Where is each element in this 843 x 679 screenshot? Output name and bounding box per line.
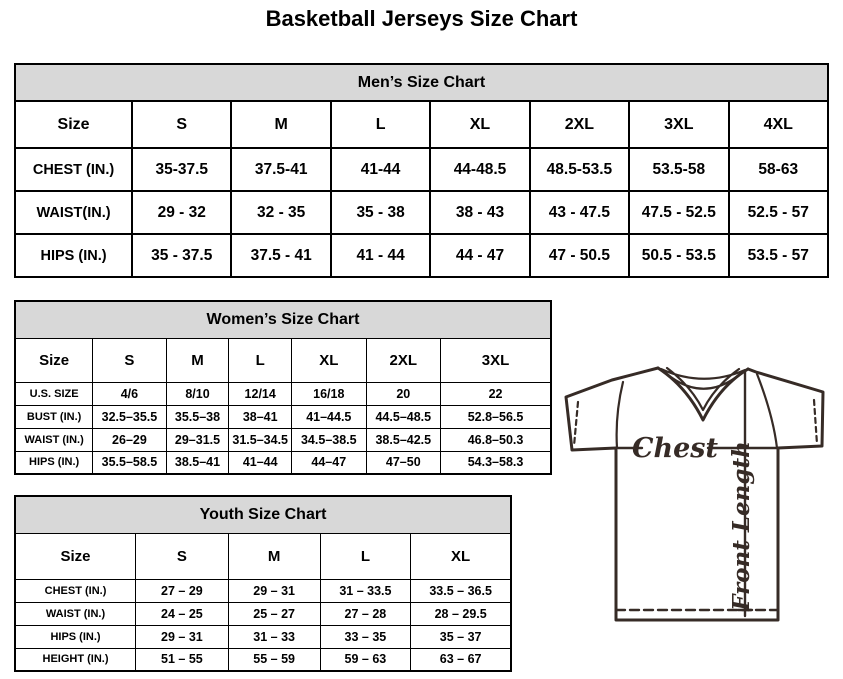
table-row [15, 625, 511, 648]
youth-chart-title: Youth Size Chart [15, 496, 511, 533]
table-row [15, 579, 511, 602]
size-cell: 37.5-41 [231, 148, 330, 191]
table-row [15, 234, 828, 277]
chest-label: Chest [632, 433, 718, 464]
size-cell: 29 – 31 [136, 625, 229, 648]
size-cell: 31 – 33 [228, 625, 320, 648]
size-cell: 35 - 37.5 [132, 234, 231, 277]
size-cell: 38.5–41 [166, 451, 229, 474]
size-cell: 54.3–58.3 [441, 451, 551, 474]
size-cell: 41–44 [229, 451, 292, 474]
size-cell: 41–44.5 [292, 405, 367, 428]
size-cell: 55 – 59 [228, 648, 320, 671]
size-cell: 20 [366, 382, 441, 405]
size-cell: 47 - 50.5 [530, 234, 629, 277]
column-header: Size [15, 533, 136, 579]
size-cell: 31.5–34.5 [229, 428, 292, 451]
size-cell: 35.5–58.5 [93, 451, 166, 474]
size-cell: 47–50 [366, 451, 441, 474]
column-header: 2XL [530, 101, 629, 148]
size-cell: 29 – 31 [228, 579, 320, 602]
size-cell: 38–41 [229, 405, 292, 428]
column-header: S [93, 338, 166, 382]
size-cell: 4/6 [93, 382, 166, 405]
size-cell: 52.5 - 57 [729, 191, 829, 234]
column-header: 4XL [729, 101, 829, 148]
column-header: 3XL [629, 101, 728, 148]
size-cell: 44.5–48.5 [366, 405, 441, 428]
size-cell: 26–29 [93, 428, 166, 451]
row-label: CHEST (IN.) [15, 579, 136, 602]
size-cell: 51 – 55 [136, 648, 229, 671]
size-cell: 35.5–38 [166, 405, 229, 428]
column-header: M [231, 101, 330, 148]
size-cell: 27 – 29 [136, 579, 229, 602]
size-cell: 16/18 [292, 382, 367, 405]
table-row [15, 648, 511, 671]
size-cell: 53.5 - 57 [729, 234, 829, 277]
size-cell: 44 - 47 [430, 234, 529, 277]
column-header: XL [411, 533, 511, 579]
size-cell: 33 – 35 [320, 625, 411, 648]
jersey-measurement-diagram [558, 360, 843, 628]
size-cell: 28 – 29.5 [411, 602, 511, 625]
table-row [15, 191, 828, 234]
size-cell: 38.5–42.5 [366, 428, 441, 451]
row-label: BUST (IN.) [15, 405, 93, 428]
column-header: M [166, 338, 229, 382]
jersey-collar-inner [661, 368, 745, 410]
size-cell: 38 - 43 [430, 191, 529, 234]
size-cell: 37.5 - 41 [231, 234, 330, 277]
row-label: WAIST (IN.) [15, 428, 93, 451]
table-row [15, 405, 551, 428]
row-label: CHEST (IN.) [15, 148, 132, 191]
size-cell: 35-37.5 [132, 148, 231, 191]
table-row [15, 602, 511, 625]
size-cell: 22 [441, 382, 551, 405]
column-header: L [331, 101, 430, 148]
size-cell: 34.5–38.5 [292, 428, 367, 451]
row-label: HIPS (IN.) [15, 234, 132, 277]
row-label: HIPS (IN.) [15, 625, 136, 648]
size-cell: 43 - 47.5 [530, 191, 629, 234]
size-cell: 44-48.5 [430, 148, 529, 191]
size-cell: 25 – 27 [228, 602, 320, 625]
row-label: WAIST(IN.) [15, 191, 132, 234]
column-header: M [228, 533, 320, 579]
page-title: Basketball Jerseys Size Chart [265, 6, 578, 31]
column-header: S [136, 533, 229, 579]
size-cell: 8/10 [166, 382, 229, 405]
column-header: 3XL [441, 338, 551, 382]
size-cell: 32.5–35.5 [93, 405, 166, 428]
front-length-label: Front Length [728, 441, 755, 611]
size-cell: 35 – 37 [411, 625, 511, 648]
jersey-diagram-svg [558, 360, 843, 628]
mens-chart-title: Men’s Size Chart [15, 64, 828, 101]
size-cell: 41-44 [331, 148, 430, 191]
size-cell: 63 – 67 [411, 648, 511, 671]
size-cell: 48.5-53.5 [530, 148, 629, 191]
jersey-collar-outer [658, 368, 748, 420]
row-label: HIPS (IN.) [15, 451, 93, 474]
size-cell: 59 – 63 [320, 648, 411, 671]
size-cell: 53.5-58 [629, 148, 728, 191]
column-header: 2XL [366, 338, 441, 382]
column-header: XL [430, 101, 529, 148]
size-cell: 46.8–50.3 [441, 428, 551, 451]
size-cell: 24 – 25 [136, 602, 229, 625]
size-cell: 31 – 33.5 [320, 579, 411, 602]
size-cell: 29 - 32 [132, 191, 231, 234]
size-cell: 12/14 [229, 382, 292, 405]
womens-chart-title: Women’s Size Chart [15, 301, 551, 338]
column-header: XL [292, 338, 367, 382]
table-row [15, 451, 551, 474]
size-cell: 33.5 – 36.5 [411, 579, 511, 602]
size-cell: 35 - 38 [331, 191, 430, 234]
womens-size-chart-table [14, 300, 552, 475]
youth-size-chart-table [14, 495, 512, 672]
size-cell: 47.5 - 52.5 [629, 191, 728, 234]
size-cell: 52.8–56.5 [441, 405, 551, 428]
row-label: WAIST (IN.) [15, 602, 136, 625]
size-cell: 50.5 - 53.5 [629, 234, 728, 277]
size-cell: 44–47 [292, 451, 367, 474]
column-header: L [229, 338, 292, 382]
column-header: L [320, 533, 411, 579]
table-row [15, 148, 828, 191]
column-header: S [132, 101, 231, 148]
table-row [15, 382, 551, 405]
column-header: Size [15, 101, 132, 148]
size-cell: 29–31.5 [166, 428, 229, 451]
mens-size-chart-table [14, 63, 829, 278]
size-cell: 58-63 [729, 148, 829, 191]
size-cell: 41 - 44 [331, 234, 430, 277]
size-cell: 27 – 28 [320, 602, 411, 625]
size-cell: 32 - 35 [231, 191, 330, 234]
column-header: Size [15, 338, 93, 382]
row-label: U.S. SIZE [15, 382, 93, 405]
table-row [15, 428, 551, 451]
row-label: HEIGHT (IN.) [15, 648, 136, 671]
